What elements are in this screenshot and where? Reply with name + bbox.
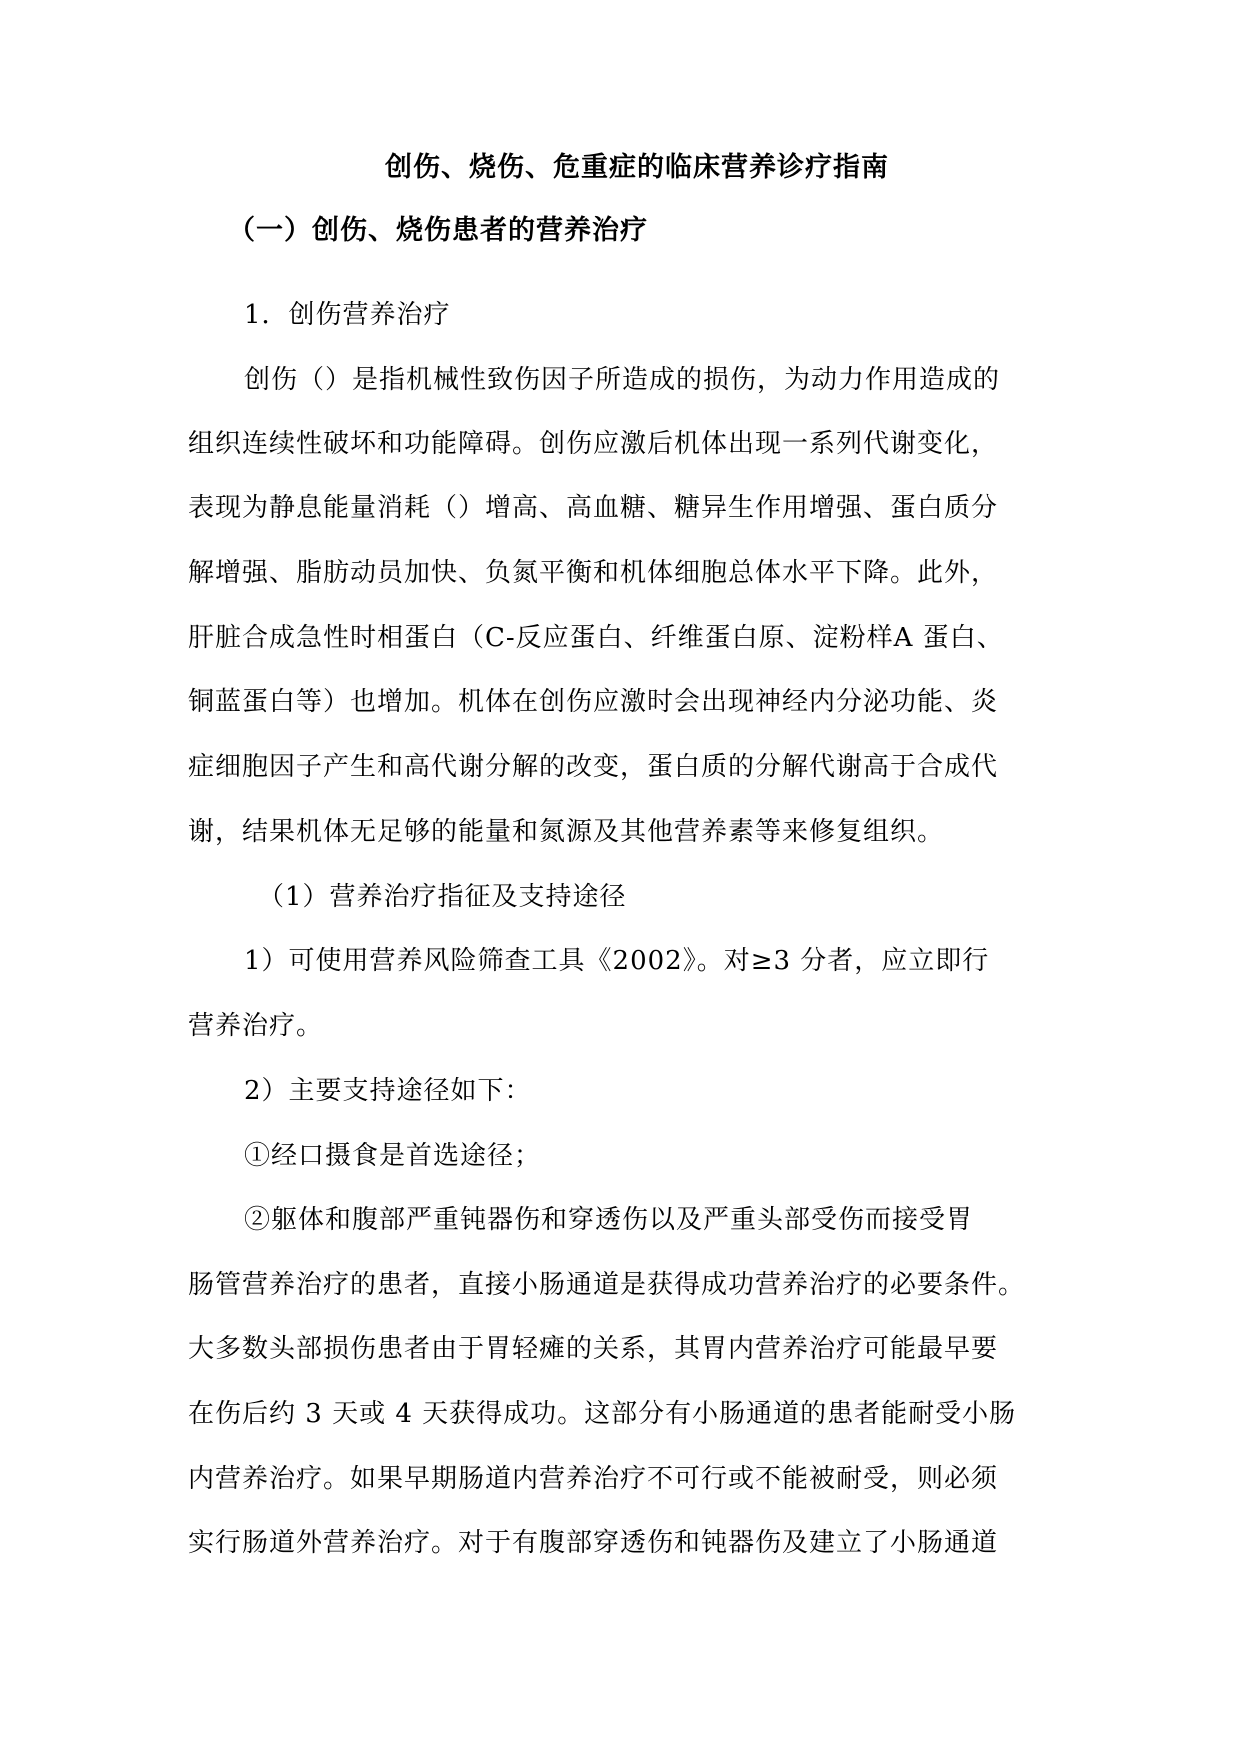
list-item-line: 在伤后约 3 天或 4 天获得成功。这部分有小肠通道的患者能耐受小肠	[188, 1399, 1017, 1429]
list-item-line: 实行肠道外营养治疗。对于有腹部穿透伤和钝器伤及建立了小肠通道	[188, 1528, 999, 1558]
paragraph-line: 铜蓝蛋白等）也增加。机体在创伤应激时会出现神经内分泌功能、炎	[188, 687, 999, 717]
document-title: 创伤、烧伤、危重症的临床营养诊疗指南	[385, 152, 889, 183]
list-item-line: ①经口摄食是首选途径；	[244, 1141, 542, 1171]
paragraph-line: 解增强、脂肪动员加快、负氮平衡和机体细胞总体水平下降。此外，	[188, 558, 999, 588]
subsection-heading: （1）营养治疗指征及支持途径	[258, 882, 627, 912]
paragraph-line: 谢，结果机体无足够的能量和氮源及其他营养素等来修复组织。	[188, 817, 945, 847]
list-item-line: 1）可使用营养风险筛查工具《2002》。对≥3 分者，应立即行	[244, 946, 990, 976]
paragraph-line: 肝脏合成急性时相蛋白（C-反应蛋白、纤维蛋白原、淀粉样A 蛋白、	[188, 623, 1004, 653]
list-item-line: 营养治疗。	[188, 1011, 324, 1041]
list-item-line: 大多数头部损伤患者由于胃轻瘫的关系，其胃内营养治疗可能最早要	[188, 1334, 999, 1364]
paragraph-line: 表现为静息能量消耗（）增高、高血糖、糖异生作用增强、蛋白质分	[188, 493, 999, 523]
list-item-line: 肠管营养治疗的患者，直接小肠通道是获得成功营养治疗的必要条件。	[188, 1270, 1026, 1300]
list-item-line: ②躯体和腹部严重钝器伤和穿透伤以及严重头部受伤而接受胃	[244, 1205, 974, 1235]
paragraph-line: 组织连续性破坏和功能障碍。创伤应激后机体出现一系列代谢变化，	[188, 429, 999, 459]
subsection-heading: 1．创伤营养治疗	[244, 300, 451, 330]
section-heading: （一）创伤、烧伤患者的营养治疗	[228, 215, 648, 246]
paragraph-line: 症细胞因子产生和高代谢分解的改变，蛋白质的分解代谢高于合成代	[188, 752, 999, 782]
list-item-line: 2）主要支持途径如下：	[244, 1076, 532, 1106]
paragraph-line: 创伤（）是指机械性致伤因子所造成的损伤，为动力作用造成的	[244, 365, 1001, 395]
list-item-line: 内营养治疗。如果早期肠道内营养治疗不可行或不能被耐受，则必须	[188, 1464, 999, 1494]
